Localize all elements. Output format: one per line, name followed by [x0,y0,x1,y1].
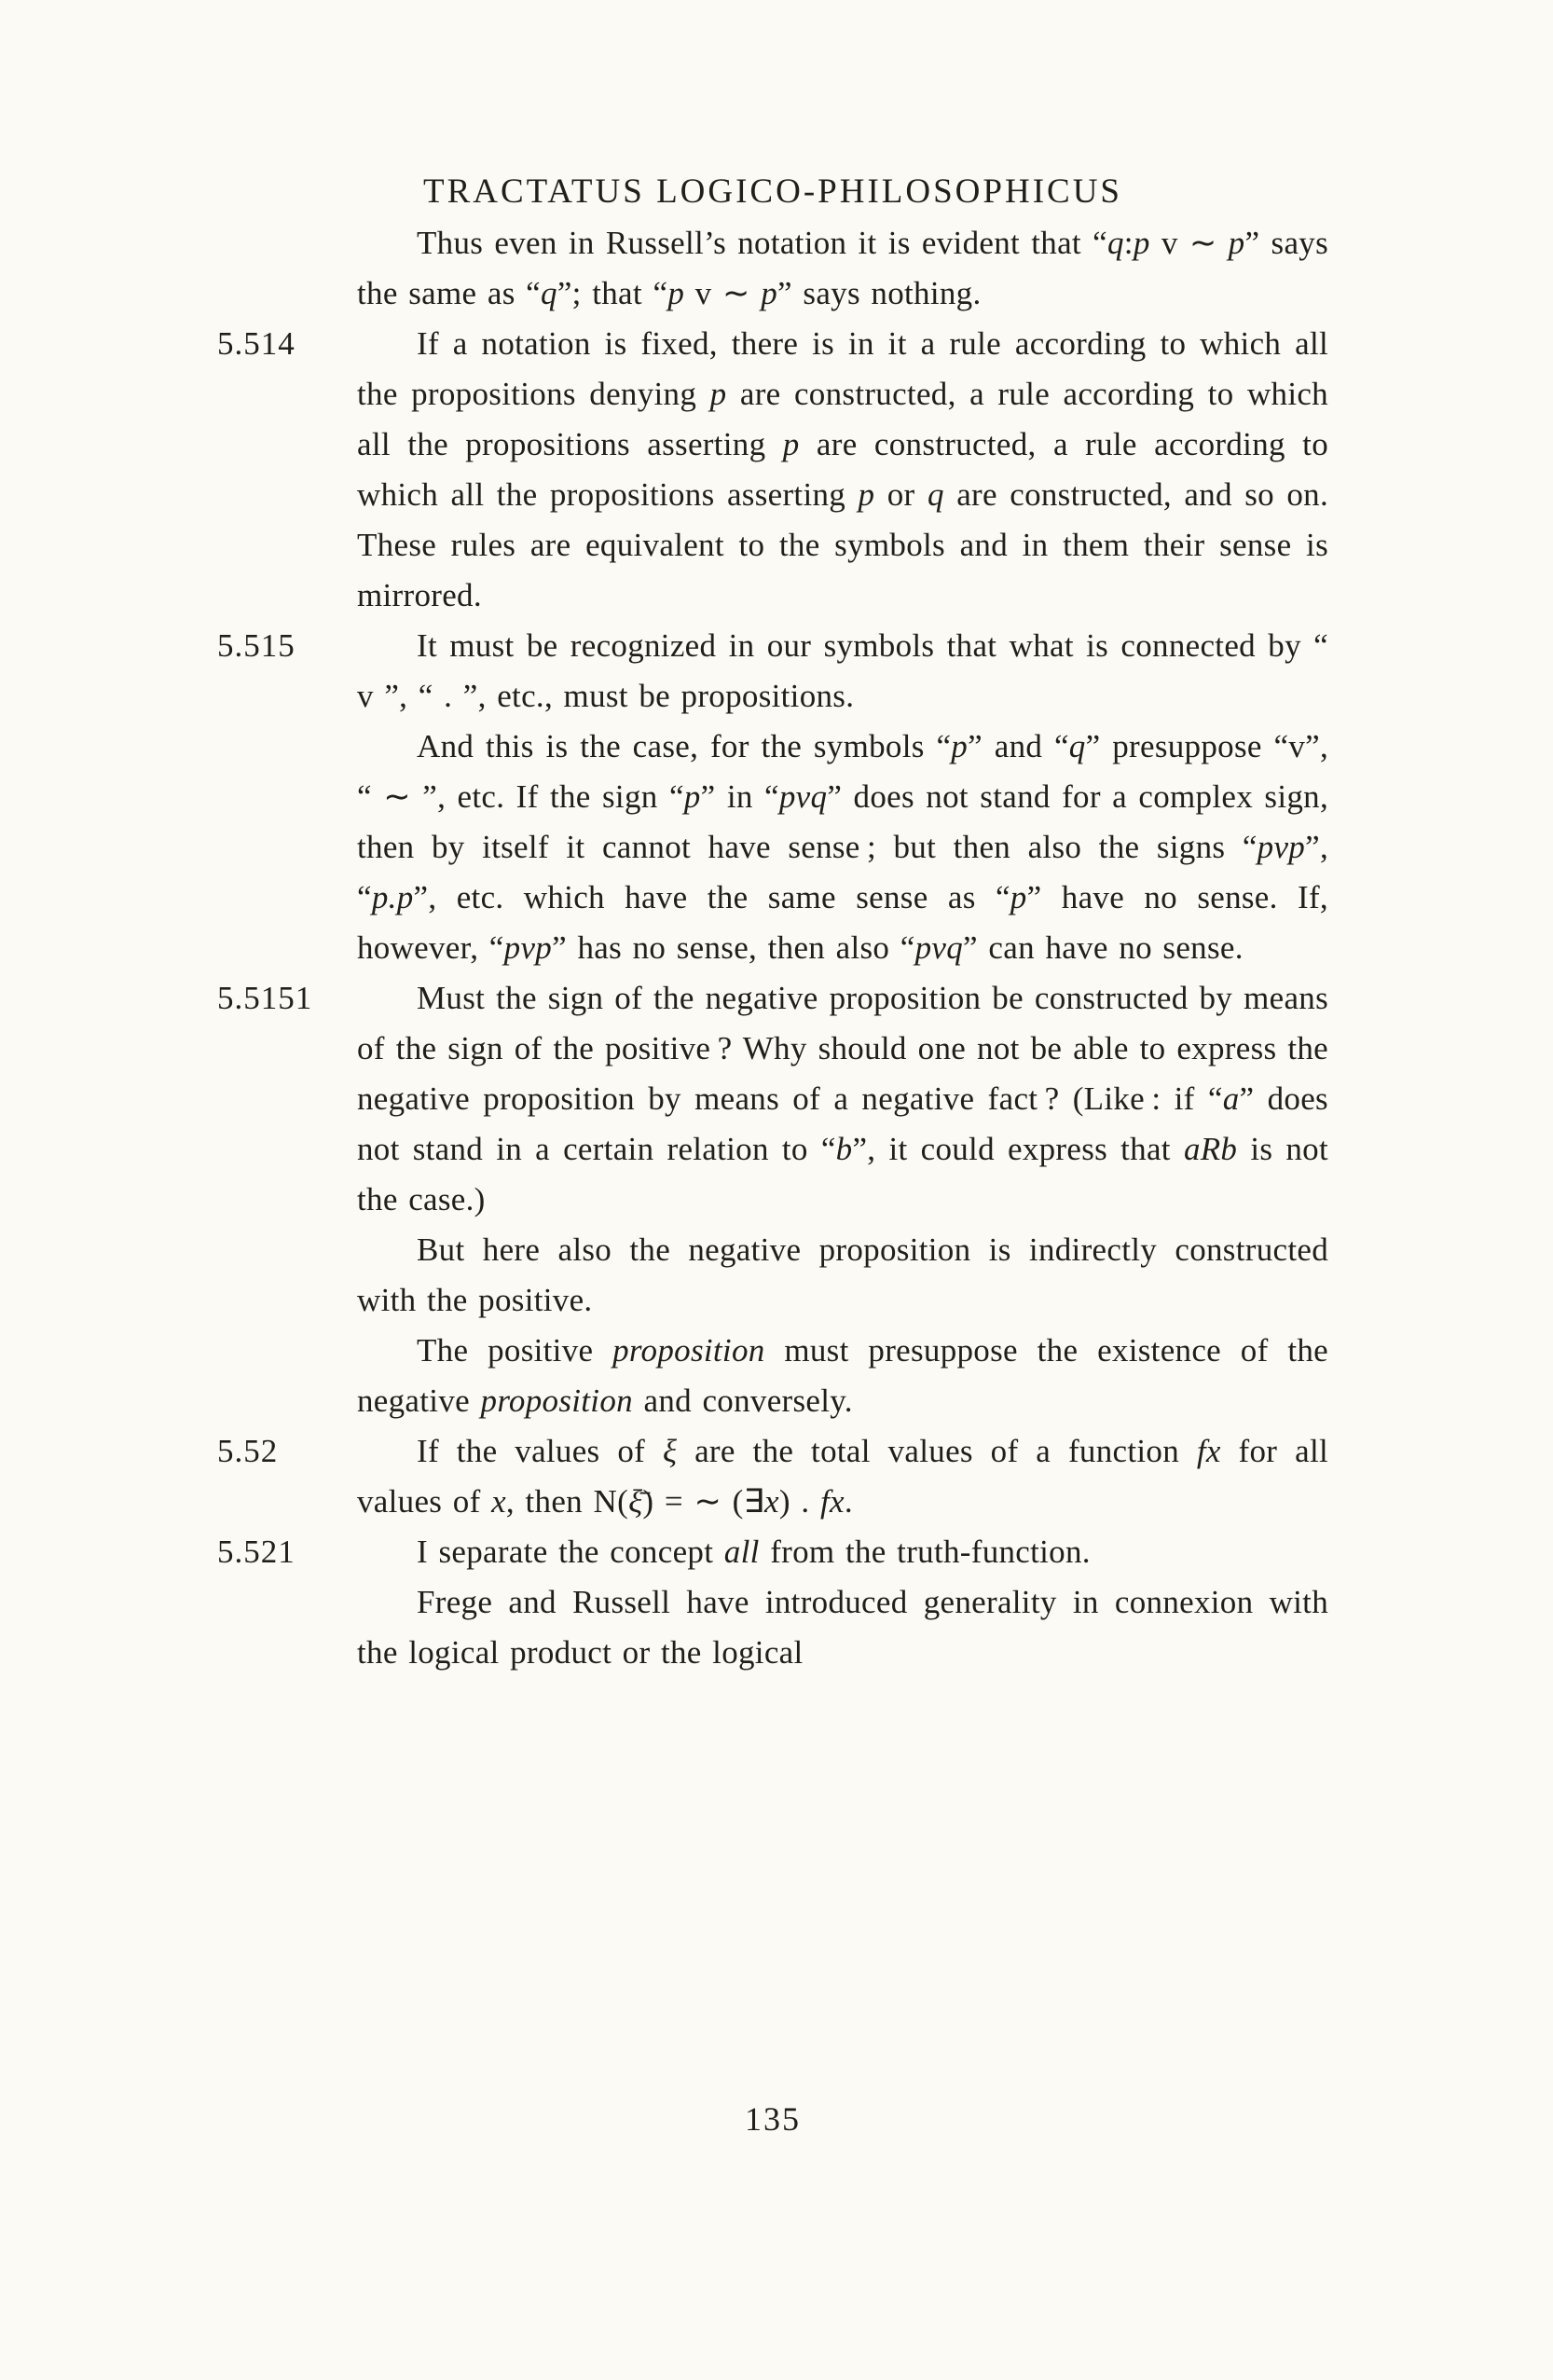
paragraph [217,1326,1328,1426]
paragraph-text: The positive proposition must presuppose the existence of the negative proposition and conversely. [357,1332,1328,1419]
paragraph-text: If a notation is fixed, there is in it a rule according to which all the propositions denying p are constructed, a rule according to which all the propositions asserting p are constructed, a rule according to which all the propositions asserting p or q are constructed, and so on. These rules are equivalent to the symbols and in them their sense is mirrored. [357,325,1329,613]
section-number: 5.5151 [217,980,313,1016]
section-number: 5.521 [217,1534,295,1570]
page-number: 135 [745,2100,801,2138]
paragraph-text: I separate the concept all from the truth-function. [417,1534,1091,1570]
paragraph [217,319,1328,621]
section-number: 5.514 [217,325,295,362]
paragraph-text: If the values of ξ are the total values of a function fx for all values of x, then N(ξ̄) = ∼ (∃x) . fx. [357,1433,1328,1520]
paragraph [217,973,1328,1225]
text-block [217,218,1328,1678]
paragraph [217,1426,1328,1527]
paragraph-text: Thus even in Russell’s notation it is evident that “q:p v ∼ p” says the same as “q”; that “p v ∼ p” says nothing. [357,225,1328,311]
section-number: 5.515 [217,627,295,664]
paragraph [217,1577,1328,1678]
paragraph [217,621,1328,722]
paragraph-text: But here also the negative proposition is indirectly constructed with the positive. [357,1231,1328,1318]
paragraph-text: Frege and Russell have introduced generality in connexion with the logical product or the logical [357,1584,1328,1671]
paragraph [217,722,1328,973]
running-head: TRACTATUS LOGICO-PHILOSOPHICUS [422,172,1122,211]
paragraph [217,1527,1328,1577]
section-number: 5.52 [217,1433,279,1469]
paragraph [217,218,1328,319]
paragraph-text: Must the sign of the negative proposition be constructed by means of the sign of the positive ? Why should one not be able to express the negative proposition by means of a negative fact ? (Like : if “a” does not stand in a certain relation to “b”, it could express that aRb is not the case.) [357,980,1328,1218]
paragraph-text: And this is the case, for the symbols “p” and “q” presuppose “v”, “ ∼ ”, etc. If the sign “p” in “pvq” does not stand for a complex sign, then by itself it cannot have sense ; but then also the signs “pvp”, “p.p”, etc. which have the same sense as “p” have no sense. If, however, “pvp” has no sense, then also “pvq” can have no sense. [357,728,1328,966]
paragraph [217,1225,1328,1326]
paragraph-text: It must be recognized in our symbols that what is connected by “ v ”, “ . ”, etc., must be propositions. [357,627,1328,714]
